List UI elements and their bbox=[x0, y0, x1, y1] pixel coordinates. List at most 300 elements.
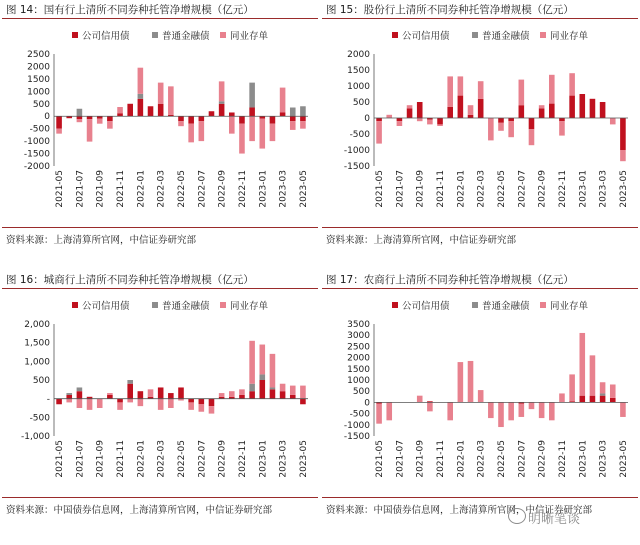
chart-panel-1 bbox=[2, 2, 318, 270]
chart-title: 图 14：国有行上清所不同券种托管净增规模（亿元） bbox=[6, 4, 254, 16]
bar-segment bbox=[407, 108, 413, 118]
bar-segment bbox=[600, 382, 606, 393]
chart-panel-2 bbox=[322, 2, 638, 270]
bar-segment bbox=[280, 88, 286, 113]
y-tick-label: 1,000 bbox=[24, 357, 50, 368]
x-tick-label: 2023-03 bbox=[278, 170, 289, 208]
title-rule bbox=[322, 288, 638, 289]
y-tick-label: 2000 bbox=[347, 353, 370, 364]
x-tick-label: 2022-05 bbox=[177, 170, 187, 208]
bar-segment bbox=[579, 396, 585, 403]
x-tick-label: 2023-05 bbox=[298, 440, 309, 478]
bar-segment bbox=[569, 73, 575, 95]
legend-label: 公司信用债 bbox=[402, 301, 450, 312]
legend-label: 同业存单 bbox=[550, 301, 589, 312]
bar-segment bbox=[270, 387, 276, 389]
bar-segment bbox=[97, 119, 103, 124]
bar-segment bbox=[519, 105, 525, 118]
bar-segment bbox=[87, 399, 93, 410]
bar-segment bbox=[77, 109, 83, 116]
legend-swatch bbox=[392, 32, 398, 38]
source-rule bbox=[2, 227, 318, 228]
x-tick-label: 2022-09 bbox=[217, 440, 228, 478]
bar-segment bbox=[407, 105, 413, 108]
bar-segment bbox=[549, 75, 555, 104]
y-tick-label: 0 bbox=[364, 114, 370, 124]
bar-segment bbox=[259, 380, 265, 399]
bar-segment bbox=[300, 106, 306, 116]
bar-segment bbox=[539, 402, 545, 418]
y-tick-label: 1500 bbox=[27, 74, 50, 85]
bar-segment bbox=[559, 121, 565, 135]
title-rule bbox=[2, 18, 318, 19]
legend-label: 公司信用债 bbox=[82, 301, 130, 312]
bar-segment bbox=[229, 391, 235, 397]
bar-segment bbox=[579, 333, 585, 396]
x-tick-label: 2022-11 bbox=[237, 170, 248, 208]
y-tick-label: -1500 bbox=[343, 162, 370, 172]
y-tick-label: 1,500 bbox=[24, 338, 50, 349]
x-tick-label: 2023-01 bbox=[578, 440, 589, 478]
legend-label: 普通金融债 bbox=[162, 31, 210, 42]
y-tick-label: 1000 bbox=[27, 87, 50, 98]
x-tick-label: 2022-11 bbox=[237, 440, 248, 478]
bar-segment bbox=[77, 387, 83, 391]
bar-segment bbox=[77, 116, 83, 119]
bar-segment bbox=[417, 396, 423, 403]
bar-segment bbox=[437, 124, 443, 126]
chart-source: 资料来源：中国债券信息网，上海清算所官网，中信证券研究部 bbox=[6, 505, 273, 516]
bar-segment bbox=[427, 120, 433, 125]
bar-segment bbox=[249, 108, 255, 117]
bar-segment bbox=[199, 404, 205, 411]
bar-segment bbox=[610, 398, 616, 402]
bar-segment bbox=[488, 402, 494, 418]
bar-segment bbox=[138, 399, 144, 406]
bar-segment bbox=[249, 341, 255, 384]
y-tick-label: -500 bbox=[349, 409, 370, 420]
bar-segment bbox=[300, 121, 306, 128]
legend-swatch bbox=[540, 302, 546, 308]
x-tick-label: 2023-01 bbox=[578, 170, 589, 208]
bar-segment bbox=[498, 123, 504, 131]
y-tick-label: 1000 bbox=[347, 82, 370, 92]
bar-segment bbox=[478, 390, 484, 402]
bar-segment bbox=[519, 404, 525, 417]
bar-segment bbox=[610, 384, 616, 397]
legend-swatch bbox=[220, 32, 226, 38]
x-tick-label: 2022-05 bbox=[497, 170, 507, 208]
bar-segment bbox=[270, 354, 276, 388]
legend-label: 同业存单 bbox=[550, 31, 589, 42]
bar-segment bbox=[539, 105, 545, 108]
bar-segment bbox=[239, 389, 245, 395]
bar-segment bbox=[127, 399, 133, 403]
bar-segment bbox=[569, 96, 575, 118]
bar-segment bbox=[427, 402, 433, 411]
bar-segment bbox=[529, 129, 535, 145]
bar-segment bbox=[549, 104, 555, 118]
x-tick-label: 2022-03 bbox=[476, 440, 487, 478]
bar-segment bbox=[579, 94, 585, 118]
bar-segment bbox=[117, 107, 123, 113]
bar-segment bbox=[508, 118, 514, 121]
bar-segment bbox=[249, 384, 255, 391]
bar-segment bbox=[239, 116, 245, 123]
chart-svg bbox=[322, 294, 638, 494]
x-tick-label: 2021-07 bbox=[75, 170, 86, 208]
x-tick-label: 2023-01 bbox=[258, 440, 269, 478]
bar-segment bbox=[158, 104, 164, 116]
bar-segment bbox=[66, 393, 72, 395]
legend-swatch bbox=[472, 32, 478, 38]
x-tick-label: 2021-05 bbox=[55, 440, 66, 478]
bar-segment bbox=[199, 121, 205, 141]
bar-segment bbox=[178, 387, 184, 398]
bar-segment bbox=[529, 402, 535, 409]
chart-title: 图 17：农商行上清所不同券种托管净增规模（亿元） bbox=[326, 274, 574, 286]
x-tick-label: 2023-03 bbox=[598, 170, 609, 208]
chart-source: 资料来源：中国债券信息网，上海清算所官网，中信证券研究部 bbox=[326, 505, 593, 516]
legend-swatch bbox=[220, 302, 226, 308]
x-tick-label: 2022-01 bbox=[136, 440, 147, 478]
bar-segment bbox=[77, 399, 83, 408]
bar-segment bbox=[199, 116, 205, 121]
bar-segment bbox=[107, 116, 113, 121]
bar-segment bbox=[178, 116, 184, 121]
x-tick-label: 2022-11 bbox=[557, 170, 568, 208]
legend-label: 普通金融债 bbox=[482, 301, 530, 312]
bar-segment bbox=[417, 118, 423, 121]
bar-segment bbox=[127, 384, 133, 399]
bar-segment bbox=[590, 99, 596, 118]
y-tick-label: -1000 bbox=[343, 420, 370, 431]
legend-swatch bbox=[152, 32, 158, 38]
bar-segment bbox=[270, 389, 276, 398]
bar-segment bbox=[270, 116, 276, 123]
bar-segment bbox=[148, 106, 154, 116]
x-tick-label: 2023-03 bbox=[598, 440, 609, 478]
bar-segment bbox=[508, 402, 514, 420]
y-tick-label: 500 bbox=[32, 376, 50, 386]
bar-segment bbox=[249, 116, 255, 141]
bar-segment bbox=[290, 386, 296, 395]
bar-segment bbox=[290, 121, 296, 130]
bar-segment bbox=[376, 118, 382, 121]
bar-segment bbox=[397, 118, 403, 121]
y-tick-label: -500 bbox=[29, 413, 50, 424]
bar-segment bbox=[620, 118, 626, 150]
y-tick-label: 500 bbox=[32, 99, 50, 110]
legend-swatch bbox=[72, 32, 78, 38]
bar-segment bbox=[138, 68, 144, 94]
x-tick-label: 2022-05 bbox=[177, 440, 187, 478]
bar-segment bbox=[168, 399, 174, 408]
y-tick-label: 500 bbox=[352, 98, 370, 108]
bar-segment bbox=[600, 102, 606, 118]
chart-panel-4 bbox=[322, 272, 638, 540]
x-tick-label: 2022-09 bbox=[537, 170, 548, 208]
bar-segment bbox=[498, 402, 504, 427]
x-tick-label: 2021-11 bbox=[116, 170, 127, 208]
x-tick-label: 2022-03 bbox=[476, 170, 487, 208]
bar-segment bbox=[300, 399, 306, 405]
y-tick-label: 2,000 bbox=[24, 320, 50, 330]
y-tick-label: 500 bbox=[352, 387, 370, 398]
bar-segment bbox=[158, 83, 164, 104]
x-tick-label: 2021-09 bbox=[415, 440, 426, 478]
chart-source: 资料来源：上海清算所官网，中信证券研究部 bbox=[326, 235, 517, 246]
bar-segment bbox=[188, 399, 194, 403]
source-rule bbox=[322, 497, 638, 498]
chart-source: 资料来源：上海清算所官网，中信证券研究部 bbox=[6, 235, 197, 246]
x-tick-label: 2021-09 bbox=[95, 170, 106, 208]
x-tick-label: 2021-11 bbox=[116, 440, 127, 478]
x-tick-label: 2021-11 bbox=[436, 170, 447, 208]
bar-segment bbox=[259, 119, 265, 149]
bar-segment bbox=[97, 399, 103, 408]
bar-segment bbox=[168, 393, 174, 399]
bar-segment bbox=[478, 99, 484, 118]
chart-panel-3 bbox=[2, 272, 318, 540]
y-tick-label: 2000 bbox=[27, 62, 50, 73]
bar-segment bbox=[590, 396, 596, 403]
chart-title: 图 15：股份行上清所不同券种托管净增规模（亿元） bbox=[326, 4, 574, 16]
bar-segment bbox=[56, 116, 62, 128]
bar-segment bbox=[117, 113, 123, 116]
x-tick-label: 2021-09 bbox=[95, 440, 106, 478]
y-tick-label: 2500 bbox=[347, 342, 370, 353]
legend-label: 普通金融债 bbox=[162, 301, 210, 312]
bar-segment bbox=[300, 386, 306, 399]
bar-segment bbox=[280, 391, 286, 398]
bar-segment bbox=[437, 118, 443, 124]
bar-segment bbox=[508, 121, 514, 137]
x-tick-label: 2023-01 bbox=[258, 170, 269, 208]
chart-svg bbox=[2, 24, 318, 224]
bar-segment bbox=[239, 124, 245, 154]
y-tick-label: -500 bbox=[29, 124, 50, 135]
y-tick-label: 3000 bbox=[347, 331, 370, 342]
bar-segment bbox=[188, 116, 194, 123]
y-tick-label: -1500 bbox=[343, 432, 370, 442]
bar-segment bbox=[290, 116, 296, 121]
bar-segment bbox=[56, 129, 62, 134]
bar-segment bbox=[77, 119, 83, 122]
source-rule bbox=[322, 227, 638, 228]
bar-segment bbox=[117, 399, 123, 403]
bar-segment bbox=[376, 121, 382, 143]
bar-segment bbox=[417, 102, 423, 118]
bar-segment bbox=[219, 101, 225, 103]
bar-segment bbox=[498, 118, 504, 123]
bar-segment bbox=[620, 150, 626, 161]
bar-segment bbox=[219, 81, 225, 101]
legend-label: 普通金融债 bbox=[482, 31, 530, 42]
y-tick-label: 3500 bbox=[347, 320, 370, 330]
bar-segment bbox=[259, 345, 265, 375]
legend-swatch bbox=[540, 32, 546, 38]
y-tick-label: 2500 bbox=[27, 50, 50, 60]
bar-segment bbox=[397, 121, 403, 126]
bar-segment bbox=[158, 387, 164, 398]
legend-label: 公司信用债 bbox=[402, 31, 450, 42]
x-tick-label: 2021-07 bbox=[395, 170, 406, 208]
bar-segment bbox=[376, 404, 382, 424]
bar-segment bbox=[209, 399, 215, 406]
bar-segment bbox=[138, 94, 144, 99]
x-tick-label: 2022-03 bbox=[156, 170, 167, 208]
bar-segment bbox=[107, 121, 113, 128]
bar-segment bbox=[300, 116, 306, 121]
watermark: 明晰笔谈 bbox=[528, 512, 581, 527]
x-tick-label: 2022-01 bbox=[456, 170, 467, 208]
x-tick-label: 2021-07 bbox=[75, 440, 86, 478]
bar-segment bbox=[539, 108, 545, 118]
chart-title: 图 16：城商行上清所不同券种托管净增规模（亿元） bbox=[6, 274, 254, 286]
x-tick-label: 2023-05 bbox=[618, 440, 629, 478]
y-tick-label: 0 bbox=[364, 398, 370, 409]
bar-segment bbox=[127, 104, 133, 116]
bar-segment bbox=[138, 391, 144, 398]
x-tick-label: 2022-05 bbox=[497, 440, 507, 478]
bar-segment bbox=[386, 402, 392, 420]
bar-segment bbox=[148, 389, 154, 396]
bar-segment bbox=[280, 112, 286, 116]
bar-segment bbox=[66, 399, 72, 403]
legend-swatch bbox=[392, 302, 398, 308]
x-tick-label: 2021-05 bbox=[375, 440, 386, 478]
y-tick-label: 1000 bbox=[347, 376, 370, 386]
y-tick-label: 1500 bbox=[347, 66, 370, 76]
y-tick-label: -500 bbox=[349, 130, 370, 140]
bar-segment bbox=[107, 393, 113, 395]
y-tick-label: -1,000 bbox=[20, 432, 50, 442]
y-tick-label: 2000 bbox=[347, 50, 370, 60]
bar-segment bbox=[447, 402, 453, 420]
bar-segment bbox=[138, 99, 144, 116]
bar-segment bbox=[468, 361, 474, 402]
bar-segment bbox=[219, 104, 225, 116]
bar-segment bbox=[600, 393, 606, 395]
x-tick-label: 2021-09 bbox=[415, 170, 426, 208]
bar-segment bbox=[458, 362, 464, 402]
x-tick-label: 2021-05 bbox=[55, 170, 66, 208]
x-tick-label: 2023-05 bbox=[298, 170, 309, 208]
y-tick-label: 1500 bbox=[347, 364, 370, 375]
x-tick-label: 2022-09 bbox=[217, 170, 228, 208]
bar-segment bbox=[280, 384, 286, 391]
bar-segment bbox=[600, 396, 606, 403]
x-tick-label: 2022-03 bbox=[156, 440, 167, 478]
bar-segment bbox=[249, 391, 255, 398]
bar-segment bbox=[249, 83, 255, 108]
bar-segment bbox=[529, 118, 535, 129]
bar-segment bbox=[229, 112, 235, 116]
bar-segment bbox=[259, 374, 265, 380]
legend-label: 同业存单 bbox=[230, 301, 269, 312]
chart-svg bbox=[2, 294, 318, 494]
y-tick-label: -2000 bbox=[23, 162, 50, 172]
bar-segment bbox=[468, 105, 474, 115]
x-tick-label: 2023-03 bbox=[278, 440, 289, 478]
bar-segment bbox=[77, 391, 83, 398]
bar-segment bbox=[468, 115, 474, 118]
bar-segment bbox=[107, 395, 113, 399]
bar-segment bbox=[188, 124, 194, 143]
y-tick-label: - bbox=[46, 394, 50, 405]
x-tick-label: 2022-07 bbox=[517, 170, 528, 208]
title-rule bbox=[322, 18, 638, 19]
bar-segment bbox=[66, 395, 72, 399]
legend-swatch bbox=[472, 302, 478, 308]
bar-segment bbox=[458, 96, 464, 118]
bar-segment bbox=[549, 402, 555, 420]
x-tick-label: 2022-07 bbox=[197, 440, 208, 478]
y-tick-label: -1000 bbox=[343, 146, 370, 156]
bar-segment bbox=[87, 119, 93, 141]
bar-segment bbox=[87, 116, 93, 119]
bar-segment bbox=[559, 393, 565, 402]
bar-segment bbox=[127, 380, 133, 384]
bar-segment bbox=[219, 393, 225, 397]
bar-segment bbox=[590, 355, 596, 395]
legend-swatch bbox=[152, 302, 158, 308]
bar-segment bbox=[199, 399, 205, 405]
x-tick-label: 2022-07 bbox=[197, 170, 208, 208]
legend-swatch bbox=[72, 302, 78, 308]
bar-segment bbox=[188, 402, 194, 409]
bar-segment bbox=[117, 402, 123, 409]
x-tick-label: 2022-09 bbox=[537, 440, 548, 478]
bar-segment bbox=[290, 108, 296, 117]
bar-segment bbox=[620, 402, 626, 417]
bar-segment bbox=[178, 121, 184, 126]
x-tick-label: 2022-01 bbox=[456, 440, 467, 478]
chart-svg bbox=[322, 24, 638, 224]
bar-segment bbox=[559, 118, 565, 121]
bar-segment bbox=[447, 76, 453, 106]
x-tick-label: 2022-07 bbox=[517, 440, 528, 478]
bar-segment bbox=[229, 116, 235, 133]
bar-segment bbox=[488, 118, 494, 140]
bar-segment bbox=[610, 118, 616, 124]
bar-segment bbox=[270, 124, 276, 141]
x-tick-label: 2021-11 bbox=[436, 440, 447, 478]
bar-segment bbox=[519, 80, 525, 106]
y-tick-label: -1000 bbox=[23, 137, 50, 148]
wechat-icon bbox=[508, 508, 526, 524]
x-tick-label: 2022-01 bbox=[136, 170, 147, 208]
bar-segment bbox=[56, 399, 62, 405]
x-tick-label: 2023-05 bbox=[618, 170, 629, 208]
bar-segment bbox=[209, 111, 215, 116]
bar-segment bbox=[239, 395, 245, 399]
bar-segment bbox=[447, 107, 453, 118]
x-tick-label: 2021-07 bbox=[395, 440, 406, 478]
x-tick-label: 2021-05 bbox=[375, 170, 386, 208]
legend-label: 公司信用债 bbox=[82, 31, 130, 42]
y-tick-label: -1500 bbox=[23, 149, 50, 160]
bar-segment bbox=[290, 395, 296, 399]
y-tick-label: 0 bbox=[44, 112, 50, 123]
bar-segment bbox=[168, 86, 174, 115]
bar-segment bbox=[478, 81, 484, 99]
bar-segment bbox=[386, 115, 392, 118]
bar-segment bbox=[458, 76, 464, 95]
bar-segment bbox=[569, 374, 575, 401]
title-rule bbox=[2, 288, 318, 289]
